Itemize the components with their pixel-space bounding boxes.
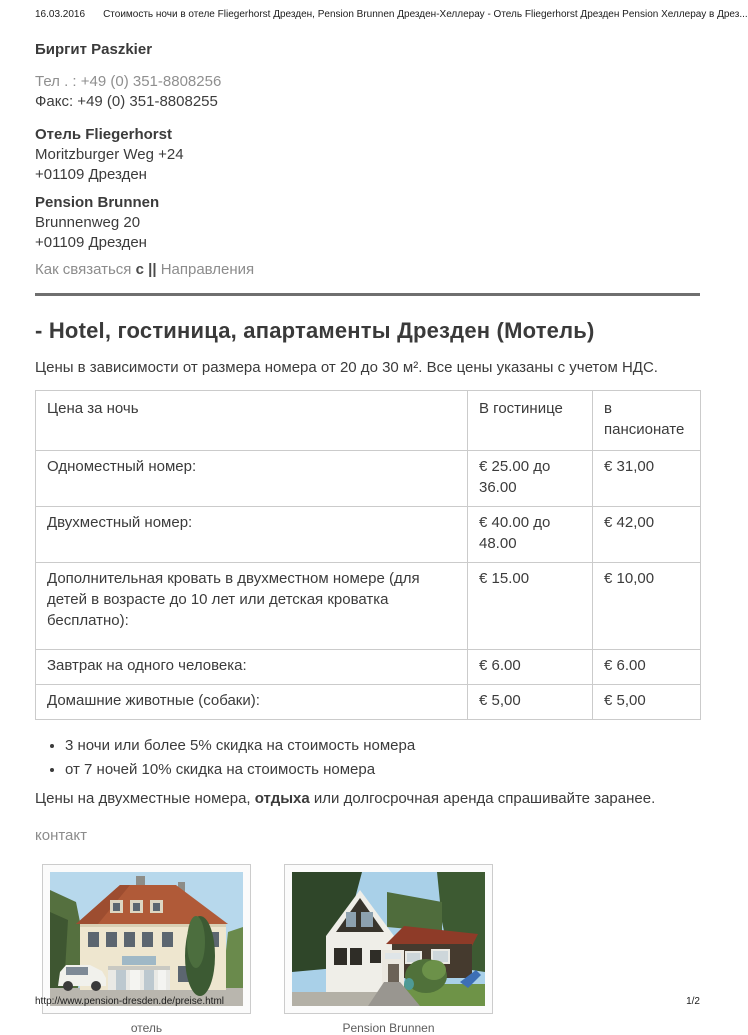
header-links bbox=[35, 260, 700, 280]
col-header-hotel: В гостинице bbox=[468, 391, 593, 451]
hotel-name: Отель Fliegerhorst bbox=[35, 126, 172, 143]
hotel-photo-frame bbox=[42, 864, 251, 1014]
hotel-price: € 40.00 до 48.00 bbox=[468, 507, 593, 563]
directions-link[interactable]: Направления bbox=[160, 261, 255, 278]
price-table bbox=[35, 390, 701, 720]
note-suffix: или долгосрочная аренда спрашивайте заранее. bbox=[309, 790, 656, 807]
footer-url: http://www.pension-dresden.de/preise.html bbox=[35, 996, 224, 1007]
price-table-header-row bbox=[36, 391, 701, 451]
pension-photo-caption: Pension Brunnen bbox=[342, 1021, 435, 1035]
pension-address-block bbox=[35, 193, 700, 253]
table-row bbox=[36, 507, 701, 563]
contact-link[interactable]: контакт bbox=[35, 827, 88, 844]
row-label: Двухместный номер: bbox=[36, 507, 468, 563]
pension-photo-card bbox=[284, 864, 493, 1035]
hotel-photo-caption: отель bbox=[130, 1021, 163, 1035]
pension-photo bbox=[292, 872, 485, 1006]
hotel-photo bbox=[50, 872, 243, 1006]
hotel-street: Moritzburger Weg +24 bbox=[35, 146, 184, 163]
intro-paragraph: Цены в зависимости от размера номера от 20 до 30 м². Все цены указаны с учетом НДС. bbox=[35, 359, 658, 376]
photo-row bbox=[35, 864, 700, 1035]
note-paragraph bbox=[35, 789, 700, 809]
links-separator: с || bbox=[135, 261, 157, 278]
fax-number: Факс: +49 (0) 351-8808255 bbox=[35, 93, 218, 110]
pension-price: € 31,00 bbox=[593, 451, 701, 507]
print-meta-header bbox=[35, 9, 748, 20]
table-row bbox=[36, 563, 701, 650]
pension-street: Brunnenweg 20 bbox=[35, 214, 141, 231]
discount-list bbox=[35, 736, 700, 780]
note-bold: отдыха bbox=[254, 790, 310, 807]
page-title: - Hotel, гостиница, апартаменты Дрезден (Мотель) bbox=[35, 318, 595, 343]
phone-number: Тел . : +49 (0) 351-8808256 bbox=[35, 73, 222, 90]
col-header-pension: в пансионате bbox=[593, 391, 701, 451]
row-label: Домашние животные (собаки): bbox=[36, 685, 468, 720]
print-title: Стоимость ночи в отеле Fliegerhorst Дрезден, Pension Brunnen Дрезден-Хеллерау - Отель Fliegerhorst Дрезден Pension Хеллерау в Дрез... bbox=[103, 9, 748, 20]
hotel-price: € 25.00 до 36.00 bbox=[468, 451, 593, 507]
contact-person-name: Биргит Paszkier bbox=[35, 41, 153, 58]
hotel-city: +01109 Дрезден bbox=[35, 166, 147, 183]
row-label: Дополнительная кровать в двухместном номере (для детей в возрасте до 10 лет или детская кроватка бесплатно): bbox=[36, 563, 468, 650]
print-footer bbox=[35, 996, 700, 1007]
table-row bbox=[36, 650, 701, 685]
pension-price: € 42,00 bbox=[593, 507, 701, 563]
print-date: 16.03.2016 bbox=[35, 9, 86, 20]
pension-city: +01109 Дрезден bbox=[35, 234, 147, 251]
pension-price: € 10,00 bbox=[593, 563, 701, 650]
table-row bbox=[36, 451, 701, 507]
row-label: Одноместный номер: bbox=[36, 451, 468, 507]
hotel-address-block bbox=[35, 125, 700, 185]
list-item: • 3 ночи или более 5% скидка на стоимость номера bbox=[65, 736, 700, 756]
col-header-price-per-night: Цена за ночь bbox=[36, 391, 468, 451]
hotel-price: € 6.00 bbox=[468, 650, 593, 685]
pension-price: € 6.00 bbox=[593, 650, 701, 685]
hotel-price: € 15.00 bbox=[468, 563, 593, 650]
list-item: • от 7 ночей 10% скидка на стоимость номера bbox=[65, 760, 700, 780]
horizontal-divider bbox=[35, 293, 700, 296]
footer-page-number: 1/2 bbox=[686, 996, 700, 1007]
pension-photo-frame bbox=[284, 864, 493, 1014]
hotel-price: € 5,00 bbox=[468, 685, 593, 720]
note-prefix: Цены на двухместные номера, bbox=[35, 790, 255, 807]
pension-price: € 5,00 bbox=[593, 685, 701, 720]
pension-name: Pension Brunnen bbox=[35, 194, 160, 211]
contact-page-link[interactable]: Как связаться bbox=[35, 261, 132, 278]
hotel-photo-card bbox=[42, 864, 251, 1035]
table-row bbox=[36, 685, 701, 720]
row-label: Завтрак на одного человека: bbox=[36, 650, 468, 685]
